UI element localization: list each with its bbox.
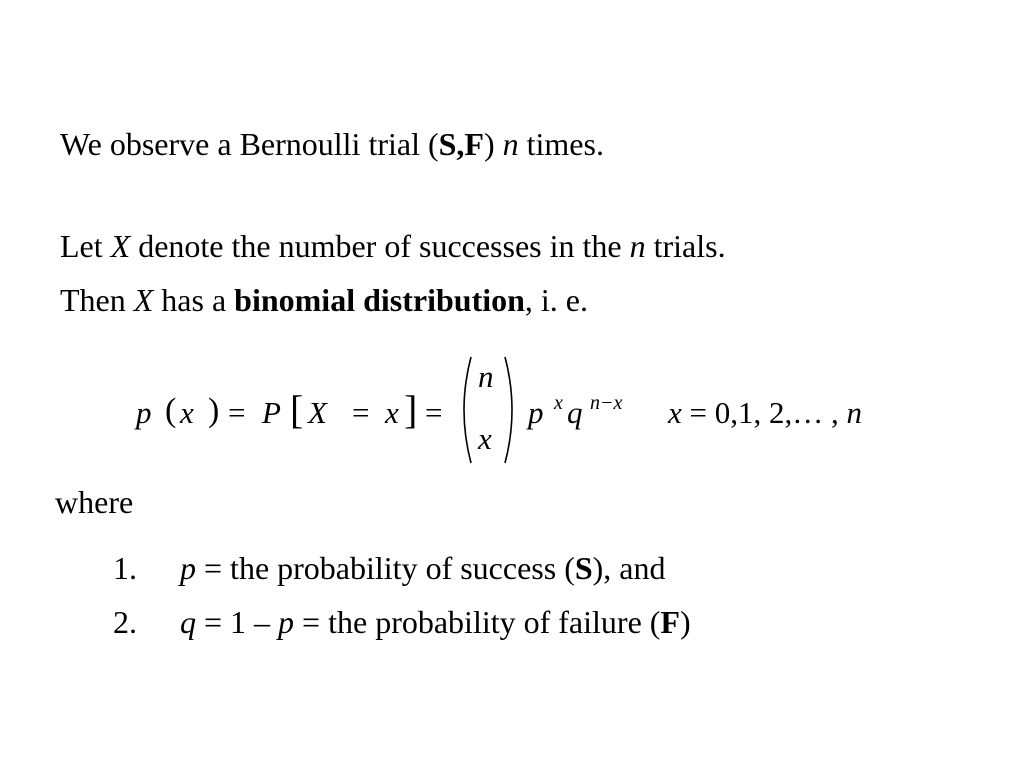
formula-bracket-right: ] xyxy=(404,387,418,432)
concl-term: binomial distribution xyxy=(234,282,525,318)
formula-x2: x xyxy=(385,395,399,430)
formula-sup-x: x xyxy=(554,392,563,414)
item2-end: ) xyxy=(679,604,691,640)
item2-var2: p xyxy=(278,604,295,640)
formula-eq1: = xyxy=(228,395,246,430)
item1-bold: S xyxy=(574,550,593,586)
range-values: = 0,1, 2,… , xyxy=(681,395,847,430)
list-item-1 xyxy=(180,548,666,588)
formula-X: X xyxy=(308,395,327,430)
formula-P: P xyxy=(262,395,281,430)
definition-line xyxy=(60,226,726,266)
formula-q: q xyxy=(567,395,583,430)
range-x: x xyxy=(668,395,682,430)
item2-var: q xyxy=(180,604,196,640)
intro-line xyxy=(60,124,604,164)
item1-var: p xyxy=(180,550,196,586)
binomial-formula xyxy=(0,355,1024,470)
concl-then: Then xyxy=(60,282,126,318)
formula-paren-left: ( xyxy=(165,392,177,429)
formula-p: p xyxy=(136,395,152,430)
formula-eq3: = xyxy=(425,395,443,430)
formula-bracket-left: [ xyxy=(290,387,304,432)
def-let: Let xyxy=(60,228,103,264)
intro-n: n xyxy=(502,126,519,162)
formula-paren-right: ) xyxy=(208,392,220,429)
item2-bold: F xyxy=(660,604,680,640)
item2-mid: = 1 – xyxy=(196,604,279,640)
intro-sf: S,F xyxy=(438,126,484,162)
conclusion-line xyxy=(60,280,588,320)
item1-eq: = the probability of success ( xyxy=(196,550,575,586)
intro-close: ) xyxy=(483,126,495,162)
where-label: where xyxy=(55,484,134,520)
def-n: n xyxy=(629,228,646,264)
item1-end: ), and xyxy=(592,550,666,586)
binom-paren-right xyxy=(503,355,521,465)
binom-n: n xyxy=(478,359,494,394)
list-item-2 xyxy=(180,602,691,642)
binom-x: x xyxy=(478,421,492,456)
formula-range xyxy=(668,393,862,433)
def-middle: denote the number of successes in the xyxy=(138,228,622,264)
list-number-1: 1. xyxy=(113,550,137,586)
intro-suffix: times. xyxy=(526,126,604,162)
binom-paren-left xyxy=(455,355,473,465)
concl-X: X xyxy=(133,282,154,318)
intro-prefix: We observe a Bernoulli trial ( xyxy=(60,126,439,162)
formula-sup-nx: n−x xyxy=(590,392,623,414)
def-suffix: trials. xyxy=(653,228,726,264)
list-number-2: 2. xyxy=(113,604,137,640)
concl-suffix: , i. e. xyxy=(524,282,588,318)
range-n: n xyxy=(846,395,862,430)
item2-eq: = the probability of failure ( xyxy=(294,604,661,640)
concl-has: has a xyxy=(161,282,227,318)
formula-p2: p xyxy=(528,395,544,430)
formula-eq2: = xyxy=(352,395,370,430)
def-X: X xyxy=(110,228,131,264)
formula-x-in: x xyxy=(180,395,194,430)
